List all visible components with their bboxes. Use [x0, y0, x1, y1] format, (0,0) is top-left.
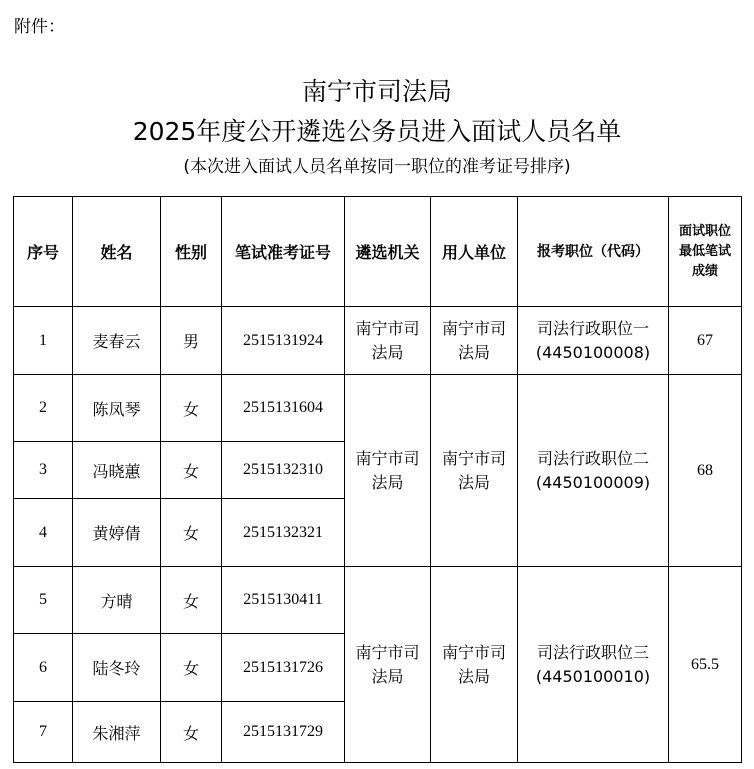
table-row	[14, 567, 742, 634]
unit-text: 南宁市司法局	[441, 448, 506, 492]
unit-text: 南宁市司法局	[441, 318, 506, 362]
page-note: (本次进入面试人员名单按同一职位的准考证号排序)	[183, 157, 571, 177]
cell-min-score	[669, 307, 742, 375]
table-body	[14, 307, 742, 763]
header-seq: 序号	[14, 197, 73, 307]
cell-exam-no: 2515130411	[222, 567, 345, 634]
cell-name: 黄婷倩	[73, 499, 161, 567]
min-score-text: 67	[697, 331, 713, 349]
cell-exam-no: 2515131604	[222, 375, 345, 442]
cell-name: 冯晓蕙	[73, 442, 161, 499]
cell-unit	[431, 567, 518, 763]
cell-exam-no: 2515132321	[222, 499, 345, 567]
cell-gender: 女	[161, 442, 222, 499]
cell-seq: 5	[14, 567, 73, 634]
cell-name: 麦春云	[73, 307, 161, 375]
cell-exam-no: 2515131729	[222, 702, 345, 763]
cell-gender: 女	[161, 567, 222, 634]
cell-exam-no: 2515131924	[222, 307, 345, 375]
cell-gender: 男	[161, 307, 222, 375]
cell-min-score	[669, 567, 742, 763]
min-score-text: 68	[697, 461, 713, 479]
cell-seq: 2	[14, 375, 73, 442]
cell-seq: 7	[14, 702, 73, 763]
cell-gender: 女	[161, 634, 222, 702]
org-text: 南宁市司法局	[355, 318, 420, 362]
cell-gender: 女	[161, 499, 222, 567]
position-text: 司法行政职位一	[536, 318, 649, 338]
header-exam-no: 笔试准考证号	[222, 197, 345, 307]
cell-org	[345, 375, 431, 567]
cell-unit	[431, 375, 518, 567]
cell-seq: 6	[14, 634, 73, 702]
position-code: (4450100010)	[535, 666, 651, 686]
cell-position	[518, 375, 669, 567]
attachment-label: 附件：	[14, 17, 65, 37]
position-text: 司法行政职位三	[536, 642, 649, 662]
candidate-table	[13, 196, 742, 763]
position-code: (4450100008)	[535, 342, 651, 362]
cell-unit	[431, 307, 518, 375]
cell-gender: 女	[161, 375, 222, 442]
cell-min-score	[669, 375, 742, 567]
page-subtitle-main: 2025年度公开遴选公务员进入面试人员名单	[132, 117, 622, 146]
table-row	[14, 375, 742, 442]
cell-org	[345, 307, 431, 375]
table-row	[14, 307, 742, 375]
cell-name: 方晴	[73, 567, 161, 634]
header-gender: 性别	[161, 197, 222, 307]
cell-position	[518, 307, 669, 375]
header-min-score: 面试职位最低笔试成绩	[669, 197, 742, 307]
position-text: 司法行政职位二	[536, 448, 649, 468]
header-unit: 用人单位	[431, 197, 518, 307]
cell-name: 朱湘萍	[73, 702, 161, 763]
header-name: 姓名	[73, 197, 161, 307]
org-text: 南宁市司法局	[355, 642, 420, 686]
header-org: 遴选机关	[345, 197, 431, 307]
cell-seq: 3	[14, 442, 73, 499]
cell-exam-no: 2515132310	[222, 442, 345, 499]
org-text: 南宁市司法局	[355, 448, 420, 492]
cell-gender: 女	[161, 702, 222, 763]
position-code: (4450100009)	[535, 472, 651, 492]
cell-seq: 1	[14, 307, 73, 375]
cell-name: 陈凤琴	[73, 375, 161, 442]
cell-exam-no: 2515131726	[222, 634, 345, 702]
cell-name: 陆冬玲	[73, 634, 161, 702]
cell-position	[518, 567, 669, 763]
min-score-text: 65.5	[691, 655, 719, 673]
cell-seq: 4	[14, 499, 73, 567]
cell-org	[345, 567, 431, 763]
header-row	[14, 197, 742, 307]
header-position: 报考职位（代码）	[518, 197, 669, 307]
unit-text: 南宁市司法局	[441, 642, 506, 686]
page-title: 南宁市司法局	[301, 77, 452, 106]
